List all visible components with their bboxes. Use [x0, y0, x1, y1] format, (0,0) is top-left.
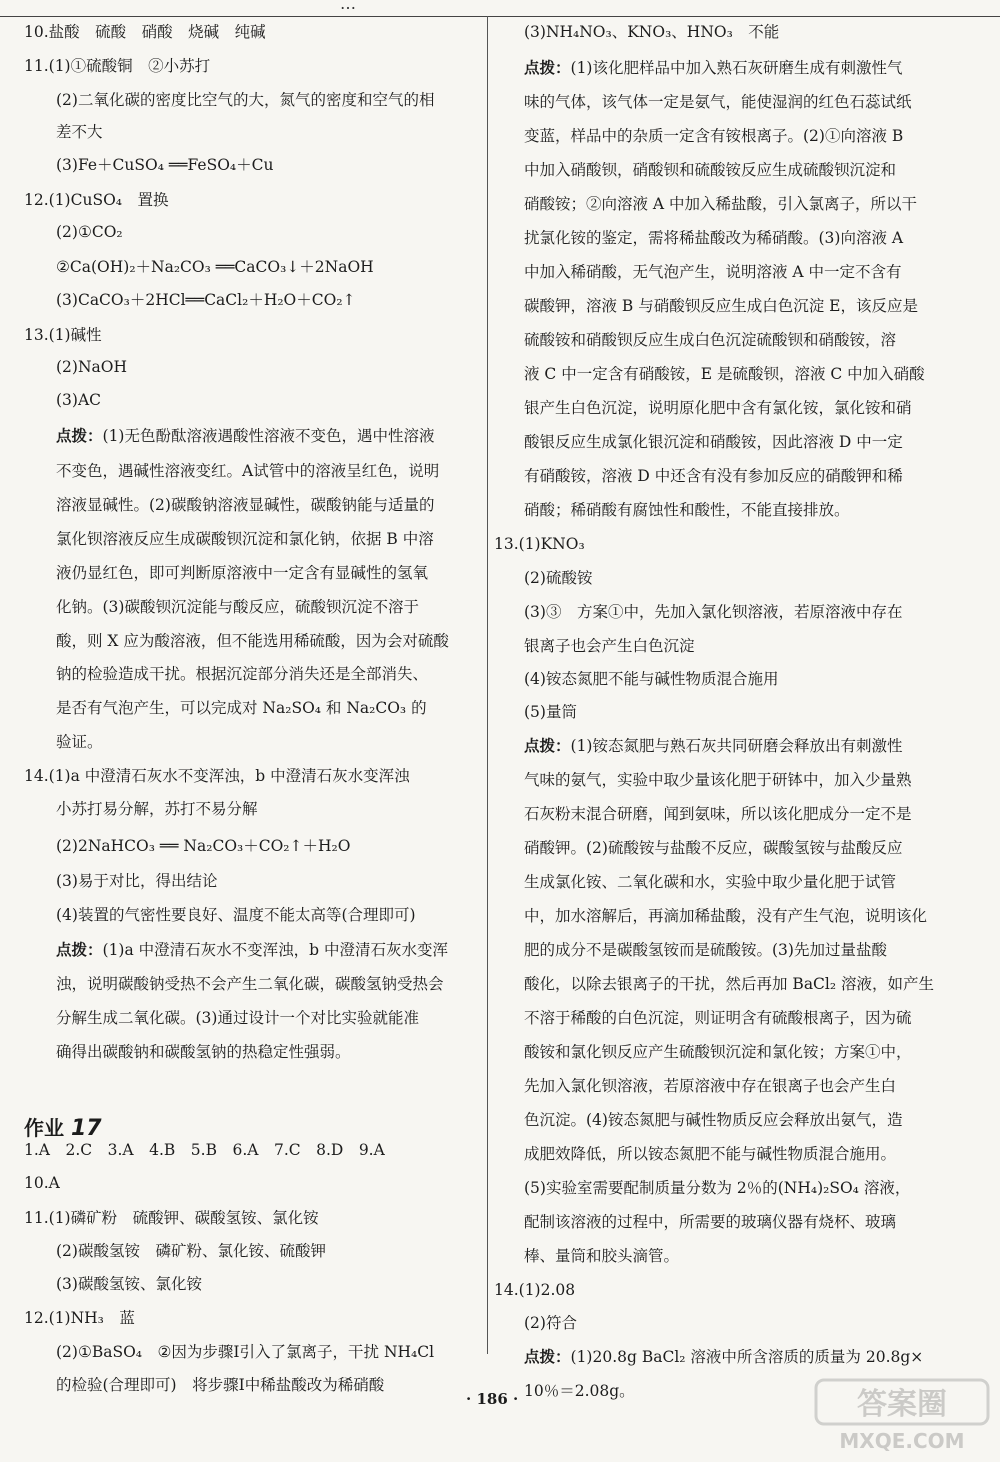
text-line: 液 C 中一定含有硝酸铵，E 是硫酸钡，溶液 C 中加入硝酸 — [524, 365, 925, 383]
text-line: 10％＝2.08g。 — [524, 1382, 635, 1400]
text-line: (2)①CO₂ — [56, 223, 123, 241]
text-line: (2)①BaSO₄ ②因为步骤Ⅰ引入了氯离子，干扰 NH₄Cl — [56, 1343, 435, 1361]
text-line: 气味的氨气，实验中取少量该化肥于研钵中，加入少量熟 — [524, 771, 912, 789]
text-line: (5)量筒 — [524, 703, 577, 721]
svg-text:MXQE.COM: MXQE.COM — [839, 1429, 965, 1453]
text-line: 酸化，以除去银离子的干扰，然后再加 BaCl₂ 溶液，如产生 — [524, 975, 935, 993]
text-line: (2)二氧化碳的密度比空气的大，氮气的密度和空气的相 — [56, 91, 435, 109]
text-line: (2)碳酸氢铵 磷矿粉、氯化铵、硫酸钾 — [56, 1242, 326, 1260]
text-line: 钠的检验造成干扰。根据沉淀部分消失还是全部消失、 — [56, 665, 429, 683]
page-number: · 186 · — [466, 1390, 519, 1408]
text-line: 中，加水溶解后，再滴加稀盐酸，没有产生气泡，说明该化 — [524, 907, 928, 925]
text-line: 12.(1)NH₃ 蓝 — [24, 1309, 135, 1327]
text-line: (2)硫酸铵 — [524, 569, 593, 587]
text-line: 中加入硝酸钡，硝酸钡和硫酸铵反应生成硫酸钡沉淀和 — [524, 161, 897, 179]
text-line: 石灰粉末混合研磨，闻到氨味，所以该化肥成分一定不是 — [524, 805, 912, 823]
text-line: 10.A — [24, 1174, 60, 1192]
text-line: 14.(1)2.08 — [494, 1281, 576, 1299]
text-line: (3)易于对比，得出结论 — [56, 872, 218, 890]
section-heading-prefix: 作业 — [24, 1116, 64, 1140]
text-line: 扰氯化铵的鉴定，需将稀盐酸改为稀硝酸。(3)向溶液 A — [524, 229, 904, 247]
text-line: 变蓝，样品中的杂质一定含有铵根离子。(2)①向溶液 B — [524, 127, 904, 145]
text-line: 配制该溶液的过程中，所需要的玻璃仪器有烧杯、玻璃 — [524, 1213, 897, 1231]
watermark-logo — [812, 1376, 992, 1456]
text-line: (3)AC — [56, 391, 102, 409]
section-heading — [24, 1112, 102, 1141]
text-line: 点拨：(1)无色酚酞溶液遇酸性溶液不变色，遇中性溶液 — [56, 426, 435, 445]
text-line: 硝酸；稀硝酸有腐蚀性和酸性，不能直接排放。 — [524, 501, 850, 519]
text-line: 14.(1)a 中澄清石灰水不变浑浊，b 中澄清石灰水变浑浊 — [24, 767, 410, 785]
text-line: 氯化钡溶液反应生成碳酸钡沉淀和氯化钠，依据 B 中溶 — [56, 530, 434, 548]
text-line: 不溶于稀酸的白色沉淀，则证明含有硫酸根离子，因为硫 — [524, 1009, 912, 1027]
text-line: 硝酸钾。(2)硫酸铵与盐酸不反应，碳酸氢铵与盐酸反应 — [524, 839, 903, 857]
text-line: (2)NaOH — [56, 358, 127, 376]
text-line: 是否有气泡产生，可以完成对 Na₂SO₄ 和 Na₂CO₃ 的 — [56, 699, 427, 717]
section-heading-number: 17 — [70, 1116, 102, 1141]
text-line: 肥的成分不是碳酸氢铵而是硫酸铵。(3)先加过量盐酸 — [524, 941, 887, 959]
text-line: 棒、量筒和胶头滴管。 — [524, 1247, 680, 1265]
text-line: (3)CaCO₃＋2HCl══CaCl₂＋H₂O＋CO₂↑ — [56, 291, 356, 309]
text-line: 验证。 — [56, 733, 103, 751]
text-line: 味的气体，该气体一定是氨气，能使湿润的红色石蕊试纸 — [524, 93, 912, 111]
text-line: 13.(1)碱性 — [24, 326, 102, 344]
text-line: 硝酸铵；②向溶液 A 中加入稀盐酸，引入氯离子，所以干 — [524, 195, 918, 213]
text-line: 硫酸铵和硝酸钡反应生成白色沉淀硫酸钡和硝酸铵，溶 — [524, 331, 897, 349]
text-line: 碳酸钾，溶液 B 与硝酸钡反应生成白色沉淀 E，该反应是 — [524, 297, 918, 315]
running-header: … — [340, 0, 357, 13]
text-line: 化钠。(3)碳酸钡沉淀能与酸反应，硫酸钡沉淀不溶于 — [56, 598, 419, 616]
text-line: 色沉淀。(4)铵态氮肥与碱性物质反应会释放出氨气，造 — [524, 1111, 903, 1129]
text-line: 12.(1)CuSO₄ 置换 — [24, 191, 169, 209]
text-line: (2)2NaHCO₃ ══ Na₂CO₃＋CO₂↑＋H₂O — [56, 837, 351, 855]
text-line: 酸铵和氯化钡反应产生硫酸钡沉淀和氯化铵；方案①中， — [524, 1043, 912, 1061]
text-line: 中加入稀硝酸，无气泡产生，说明溶液 A 中一定不含有 — [524, 263, 902, 281]
text-line: (4)装置的气密性要良好、温度不能太高等(合理即可) — [56, 906, 416, 924]
text-line: 13.(1)KNO₃ — [494, 535, 585, 553]
text-line: 10.盐酸 硫酸 硝酸 烧碱 纯碱 — [24, 23, 266, 41]
text-line: 浊，说明碳酸钠受热不会产生二氧化碳，碳酸氢钠受热会 — [56, 975, 444, 993]
text-line: 酸，则 X 应为酸溶液，但不能选用稀硫酸，因为会对硫酸 — [56, 632, 449, 650]
text-line: 点拨：(1)铵态氮肥与熟石灰共同研磨会释放出有刺激性 — [524, 736, 903, 755]
text-line: 液仍显红色，即可判断原溶液中一定含有显碱性的氢氧 — [56, 564, 429, 582]
text-line: 小苏打易分解，苏打不易分解 — [56, 800, 258, 818]
header-bar — [0, 0, 1000, 17]
text-line: (3)Fe＋CuSO₄ ══FeSO₄＋Cu — [56, 156, 274, 174]
text-line: 银产生白色沉淀，说明原化肥中含有氯化铵，氯化铵和硝 — [524, 399, 912, 417]
text-line: (3)③ 方案①中，先加入氯化钡溶液，若原溶液中存在 — [524, 603, 903, 621]
column-divider — [487, 16, 488, 1354]
text-line: 11.(1)磷矿粉 硫酸钾、碳酸氢铵、氯化铵 — [24, 1209, 319, 1227]
text-line: (4)铵态氮肥不能与碱性物质混合施用 — [524, 670, 779, 688]
text-line: 有硝酸铵，溶液 D 中还含有没有参加反应的硝酸钾和稀 — [524, 467, 903, 485]
text-line: 先加入氯化钡溶液，若原溶液中存在银离子也会产生白 — [524, 1077, 897, 1095]
text-line: 点拨：(1)a 中澄清石灰水不变浑浊，b 中澄清石灰水变浑 — [56, 940, 448, 959]
text-line: 不变色，遇碱性溶液变红。A试管中的溶液呈红色，说明 — [56, 462, 440, 480]
text-line: 分解生成二氧化碳。(3)通过设计一个对比实验就能准 — [56, 1009, 419, 1027]
text-line: 点拨：(1)20.8g BaCl₂ 溶液中所含溶质的质量为 20.8g× — [524, 1347, 924, 1366]
text-line: 银离子也会产生白色沉淀 — [524, 637, 695, 655]
text-line: 生成氯化铵、二氧化碳和水，实验中取少量化肥于试管 — [524, 873, 897, 891]
text-line: (5)实验室需要配制质量分数为 2％的(NH₄)₂SO₄ 溶液， — [524, 1179, 911, 1197]
text-line: 1.A 2.C 3.A 4.B 5.B 6.A 7.C 8.D 9.A — [24, 1141, 385, 1159]
text-line: 的检验(合理即可) 将步骤Ⅰ中稀盐酸改为稀硝酸 — [56, 1376, 385, 1394]
text-line: 11.(1)①硫酸铜 ②小苏打 — [24, 57, 211, 75]
text-line: 确得出碳酸钠和碳酸氢钠的热稳定性强弱。 — [56, 1043, 351, 1061]
text-line: 差不大 — [56, 123, 103, 141]
text-line: (2)符合 — [524, 1314, 577, 1332]
text-line: 成肥效降低，所以铵态氮肥不能与碱性物质混合施用。 — [524, 1145, 897, 1163]
text-line: ②Ca(OH)₂＋Na₂CO₃ ══CaCO₃↓＋2NaOH — [56, 258, 374, 276]
text-line: 点拨：(1)该化肥样品中加入熟石灰研磨生成有刺激性气 — [524, 58, 903, 77]
text-line: 酸银反应生成氯化银沉淀和硝酸铵，因此溶液 D 中一定 — [524, 433, 903, 451]
svg-text:答案圈: 答案圈 — [857, 1387, 947, 1422]
text-line: 溶液显碱性。(2)碳酸钠溶液显碱性，碳酸钠能与适量的 — [56, 496, 435, 514]
text-line: (3)NH₄NO₃、KNO₃、HNO₃ 不能 — [524, 23, 780, 41]
text-line: (3)碳酸氢铵、氯化铵 — [56, 1275, 202, 1293]
